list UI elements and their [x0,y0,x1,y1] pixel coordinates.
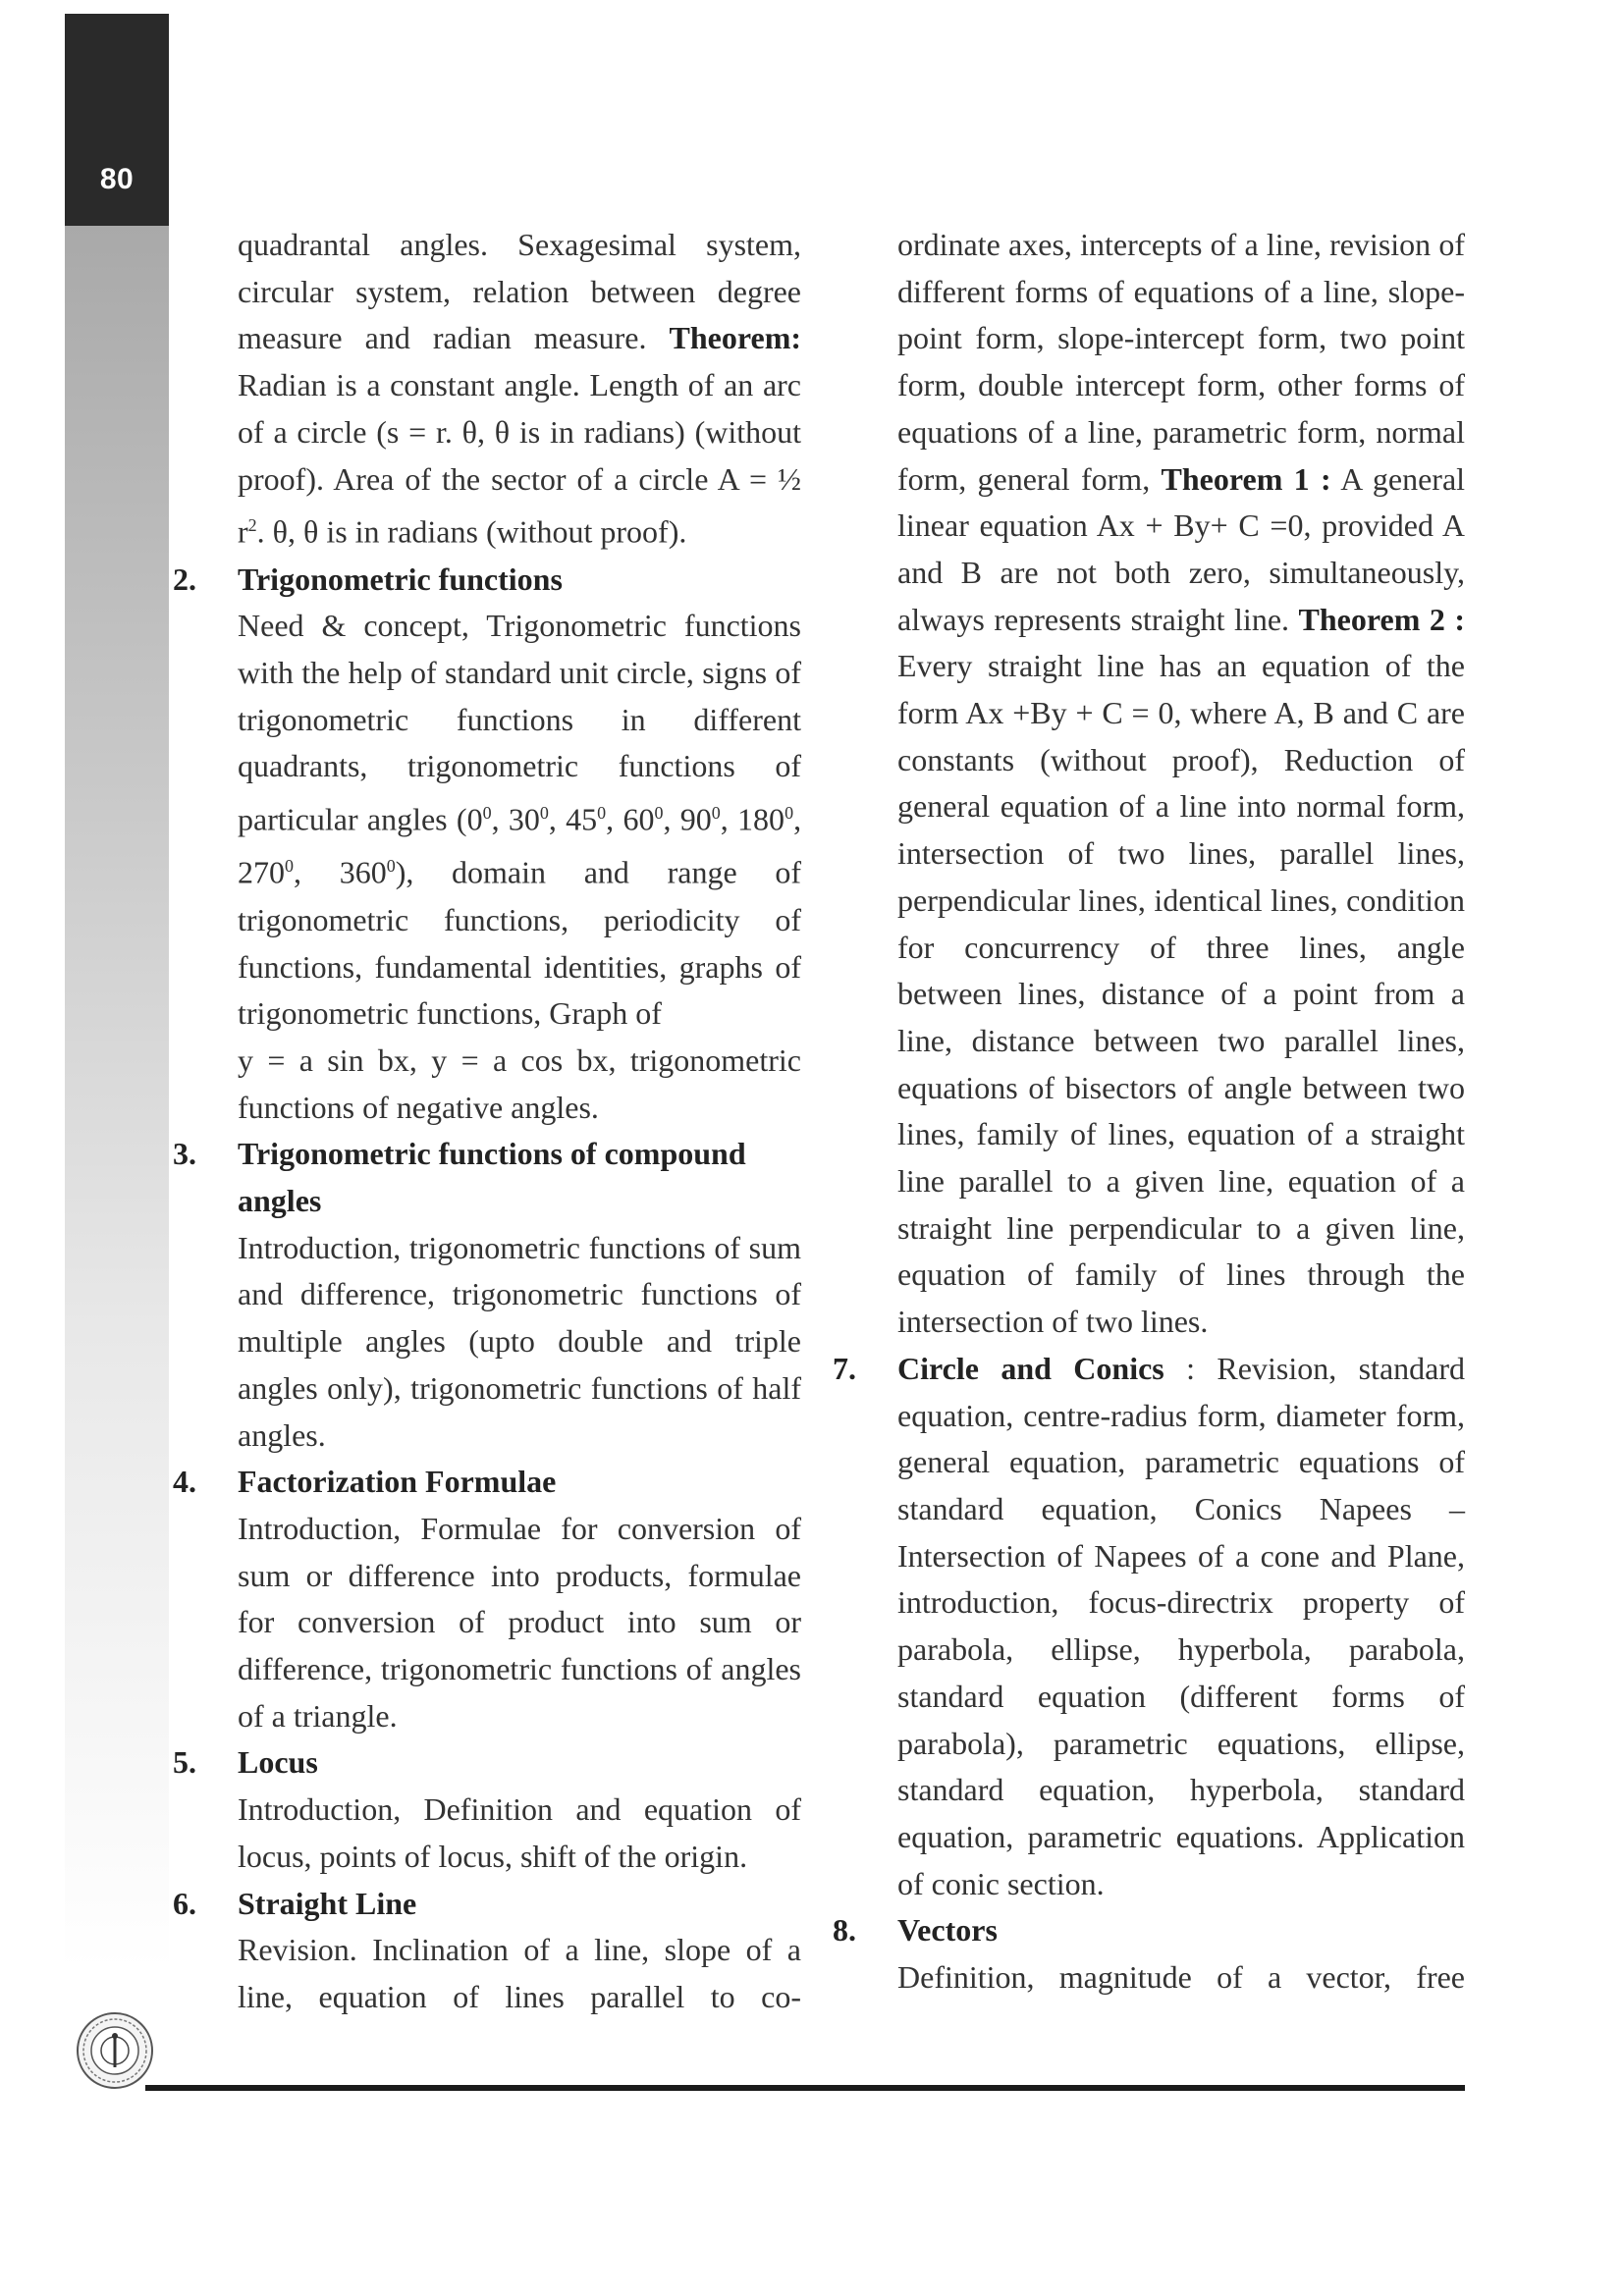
section-heading: Factorization Formulae [238,1464,557,1500]
theorem-label: Theorem: [669,320,802,356]
side-gradient-strip [65,226,169,2061]
body-text: , 30 [491,801,540,837]
intro-text-end: . θ, θ is in radians (without proof). [256,513,687,550]
section-body: Introduction, Formulae for conversion of sum or difference into products, formulae for conversion of product into sum or difference, trigonometric functions of angles of a triangle. [238,1510,801,1734]
section-number: 8. [833,1912,856,1949]
section-body: Introduction, Definition and equation of locus, points of locus, shift of the origin. [238,1791,801,1874]
body-text: , 270 [238,801,802,891]
body-text: : Revision, standard equation, centre-radius form, diameter form, general equation, parametric equations of standard equation, Conics Napees – Intersection of Napees of a cone and Plane, introduction, focus-directrix property of parabola, ellipse, hyperbola, parabola, standard equation (different forms of parabola), parametric equations, ellipse, standard equation, hyperbola, standard equation, parametric equations. Application of conic section. [897,1350,1465,1901]
straight-line-continuation [833,222,1465,1346]
section-heading: Locus [238,1744,318,1781]
page-number: 80 [99,163,135,195]
degree-sup: 0 [654,803,664,824]
body-text: ), domain and range of trigonometric functions, periodicity of functions, fundamental identities, graphs of trigonometric functions, Graph of [238,855,801,1032]
body-text: , 360 [294,855,387,891]
section-body: Revision. Inclination of a line, slope of a line, equation of lines parallel to co- [238,1932,801,2014]
body-text: , 180 [720,801,785,837]
section-heading: Trigonometric functions of compound angles [238,1136,746,1219]
degree-sup: 0 [285,856,294,877]
degree-sup: 0 [482,803,492,824]
degree-sup: 0 [386,856,396,877]
section-heading: Trigonometric functions [238,561,563,597]
body-text: A general linear equation Ax + By+ C =0, provided A and B are not both zero, simultaneously, always represents straight line. [897,460,1466,637]
section-number: 6. [173,1885,196,1921]
degree-sup: 0 [597,803,607,824]
intro-text: quadrantal angles. Sexagesimal system, circular system, relation between degree measure and radian measure. [238,227,801,356]
section-body [238,603,801,1038]
section-number: 5. [173,1744,196,1781]
section-number: 2. [173,561,196,597]
section-item-6 [173,1881,801,2021]
section-heading: Circle and Conics [897,1350,1164,1386]
page-number-tab [65,14,169,226]
section-heading: Straight Line [238,1885,417,1921]
section-number: 7. [833,1350,856,1386]
section-item-7 [833,1346,1465,1907]
body-text: , 45 [548,801,598,837]
section-item-5 [173,1739,801,1880]
body-text: Need & concept, Trigonometric functions with the help of standard unit circle, signs of trigonometric functions in different quadrants, trigonometric functions of particular angles (0 [238,608,801,837]
body-text: , 90 [663,801,712,837]
superscript: 2 [247,515,257,536]
degree-sup: 0 [784,803,794,824]
footer-rule [145,2085,1465,2091]
section-number: 4. [173,1464,196,1500]
degree-sup: 0 [539,803,549,824]
body-text: ordinate axes, intercepts of a line, revision of different forms of equations of a line, slope-point form, slope-intercept form, two point form, double intercept form, other forms of equations of a line, parametric form, normal form, general form, [897,227,1465,497]
theorem-2-label: Theorem 2 : [1298,601,1466,637]
right-column [833,222,1465,2002]
section-body [897,1346,1465,1907]
emblem-icon [75,2010,155,2091]
section-body: Introduction, trigonometric functions of sum and difference, trigonometric functions of multiple angles (upto double and triple angles only), trigonometric functions of half angles. [238,1229,801,1453]
degree-sup: 0 [711,803,721,824]
section-item-2 [173,557,801,1132]
section-item-8 [833,1907,1465,2001]
left-column [173,222,801,2021]
intro-text-cont: Radian is a constant angle. Length of an arc of a circle (s = r. θ, θ is in radians) (without proof). Area of the sector of a circle A = ½ r [238,367,801,550]
section-item-4 [173,1459,801,1739]
intro-paragraph [173,222,801,557]
section-number: 3. [173,1136,196,1172]
section-item-3 [173,1131,801,1459]
body-text: Every straight line has an equation of the form Ax +By + C = 0, where A, B and C are constants (without proof), Reduction of general equation of a line into normal form, intersection of two lines, parallel lines, perpendicular lines, identical lines, condition for concurrency of three lines, angle between lines, distance of a point from a line, distance between two parallel lines, equations of bisectors of angle between two lines, family of lines, equation of a straight line parallel to a given line, equation of a straight line perpendicular to a given line, equation of family of lines through the intersection of two lines. [897,648,1465,1340]
body-text: , 60 [606,801,655,837]
section-body: Definition, magnitude of a vector, free [897,1959,1465,1996]
theorem-1-label: Theorem 1 : [1161,460,1331,497]
section-heading: Vectors [897,1912,998,1949]
section-body-cont: y = a sin bx, y = a cos bx, trigonometric functions of negative angles. [238,1041,801,1125]
